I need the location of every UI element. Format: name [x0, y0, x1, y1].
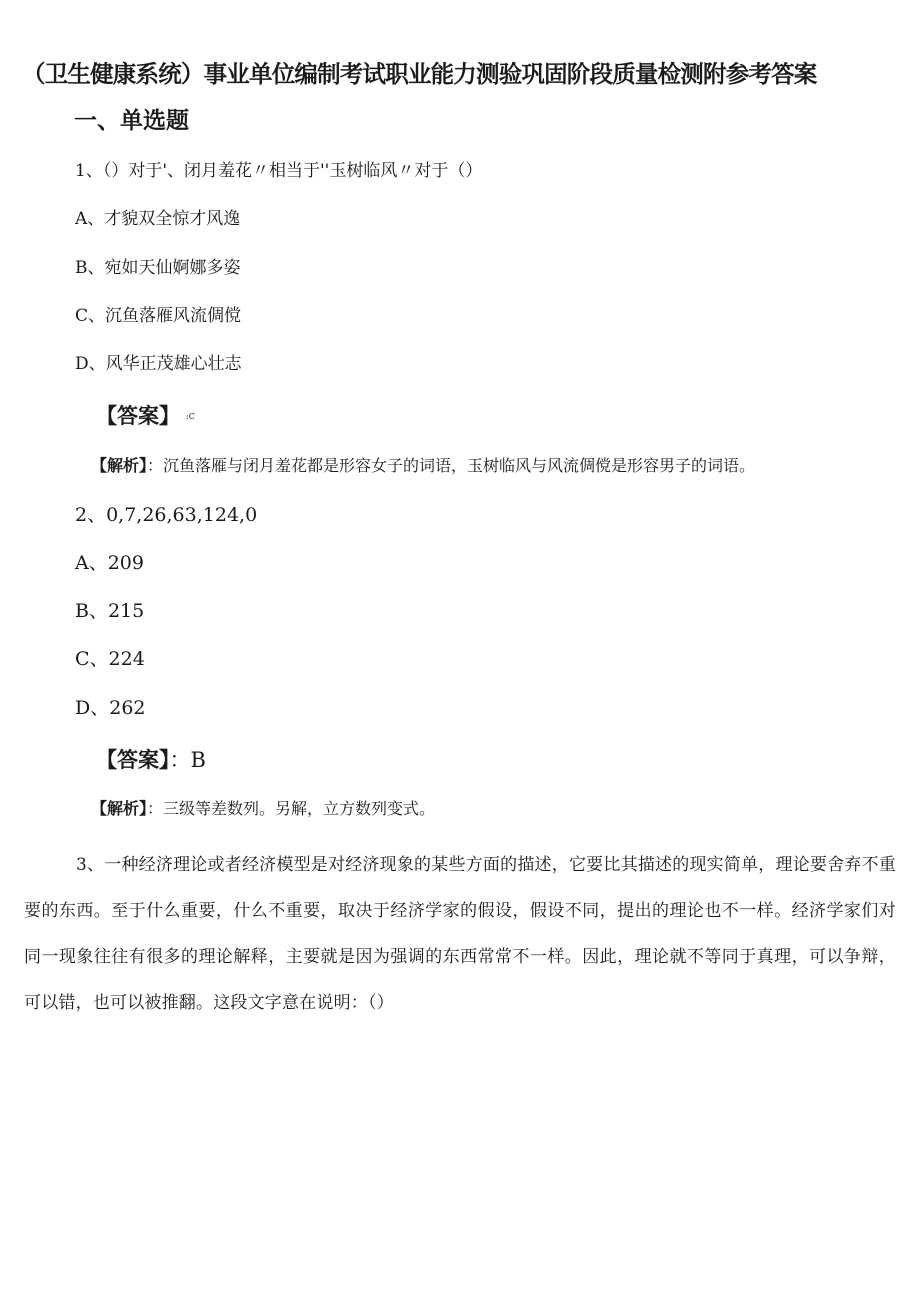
question-2-option-c: C、224: [75, 648, 145, 670]
explanation-text: ：三级等差数列。另解，立方数列变式。: [147, 799, 436, 818]
answer-label: 【答案】: [96, 404, 180, 428]
question-1-option-a: A、才貌双全惊才风逸: [75, 209, 241, 229]
question-1-explanation: [91, 454, 755, 478]
question-1-option-c: C、沉鱼落雁风流倜傥: [75, 306, 242, 326]
question-2-option-d: D、262: [75, 697, 146, 719]
explanation-text: ：沉鱼落雁与闭月羞花都是形容女子的词语，玉树临风与风流倜傥是形容男子的词语。: [147, 456, 756, 475]
question-1-stem: 1、（）对于'、闭月羞花〃相当于''玉树临风〃对于（）: [75, 161, 483, 181]
answer-label: 【答案】: [96, 748, 170, 772]
question-1-option-b: B、宛如天仙婀娜多姿: [75, 258, 241, 278]
question-2-stem: 2、0,7,26,63,124,0: [75, 504, 258, 526]
question-2-option-b: B、215: [75, 600, 145, 622]
explanation-label: 【解析】: [91, 456, 148, 475]
question-2-explanation: [91, 797, 435, 821]
question-1-option-d: D、风华正茂雄心壮志: [75, 354, 242, 374]
section-heading: 一、单选题: [74, 108, 189, 134]
question-3-text: 3、一种经济理论或者经济模型是对经济现象的某些方面的描述，它要比其描述的现实简单，理论要舍弃不重要的东西。至于什么重要，什么不重要，取决于经济学家的假设，假设不同，提出的理论也不一样。经济学家们对同一现象往往有很多的理论解释，主要就是因为强调的东西常常不一样。因此，理论就不等同于真理，可以争辩，可以错，也可以被推翻。这段文字意在说明：（）: [24, 855, 896, 1013]
answer-value: :C: [186, 412, 195, 421]
document-title: （卫生健康系统）事业单位编制考试职业能力测验巩固阶段质量检测附参考答案: [22, 60, 817, 88]
answer-value: ：B: [169, 748, 206, 772]
question-2-option-a: A、209: [75, 552, 144, 574]
question-1-answer: [96, 401, 195, 432]
explanation-label: 【解析】: [91, 799, 148, 818]
question-2-answer: [96, 745, 206, 775]
